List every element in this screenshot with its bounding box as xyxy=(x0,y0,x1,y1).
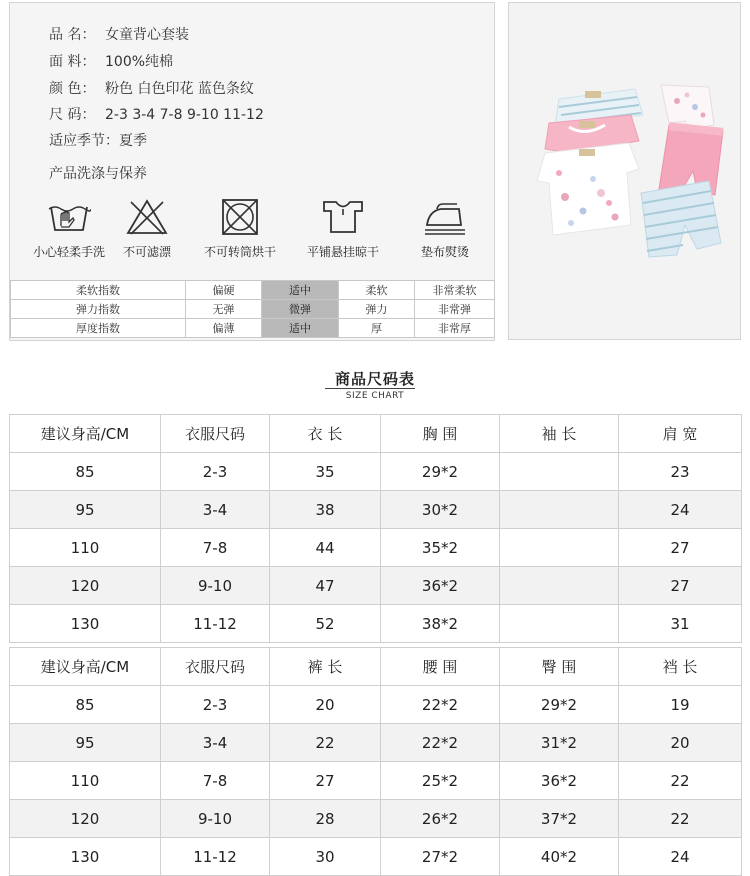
table-cell: 30 xyxy=(270,838,381,876)
table-cell: 7-8 xyxy=(161,529,270,567)
table-cell: 20 xyxy=(619,724,742,762)
table-cell: 52 xyxy=(270,605,381,643)
index-option: 厚 xyxy=(339,319,415,338)
table-cell: 29*2 xyxy=(500,686,619,724)
size-chart-title-underline xyxy=(325,388,415,389)
table-cell: 27 xyxy=(270,762,381,800)
table-cell: 2-3 xyxy=(161,453,270,491)
column-header: 袖 长 xyxy=(500,415,619,453)
table-cell: 19 xyxy=(619,686,742,724)
thickness-index-row xyxy=(11,319,495,338)
table-cell: 9-10 xyxy=(161,567,270,605)
table-cell: 27*2 xyxy=(381,838,500,876)
column-header: 裤 长 xyxy=(270,648,381,686)
hand-wash-icon xyxy=(47,199,91,235)
column-header: 建议身高/CM xyxy=(10,648,161,686)
size-value: 2-3 3-4 7-8 9-10 11-12 xyxy=(105,107,264,123)
dry-flat-icon xyxy=(321,199,365,235)
product-name-line xyxy=(49,24,189,44)
table-cell: 22 xyxy=(619,762,742,800)
table-cell: 7-8 xyxy=(161,762,270,800)
table-cell: 23 xyxy=(619,453,742,491)
table-cell: 20 xyxy=(270,686,381,724)
no-tumble-dry-icon xyxy=(218,199,262,235)
table-cell: 27 xyxy=(619,567,742,605)
table-cell: 30*2 xyxy=(381,491,500,529)
table-cell xyxy=(500,491,619,529)
table-row xyxy=(10,724,742,762)
column-header: 裆 长 xyxy=(619,648,742,686)
index-option: 柔软 xyxy=(339,281,415,300)
column-header: 臀 围 xyxy=(500,648,619,686)
care-item-dry-flat xyxy=(295,199,391,260)
column-header: 建议身高/CM xyxy=(10,415,161,453)
fabric-label: 面 料： xyxy=(49,54,96,70)
table-cell: 25*2 xyxy=(381,762,500,800)
table-cell: 2-3 xyxy=(161,686,270,724)
table-cell xyxy=(500,605,619,643)
season-value: 夏季 xyxy=(119,133,147,149)
care-label-dry-flat: 平铺悬挂晾干 xyxy=(306,245,379,259)
table-cell: 9-10 xyxy=(161,800,270,838)
index-name: 弹力指数 xyxy=(11,300,186,319)
size-chart-title: 商品尺码表 xyxy=(334,370,415,388)
table-cell: 26*2 xyxy=(381,800,500,838)
table-cell: 28 xyxy=(270,800,381,838)
product-photo xyxy=(508,2,741,340)
table-row xyxy=(10,529,742,567)
table-cell: 38 xyxy=(270,491,381,529)
bottom-size-table xyxy=(9,647,742,876)
care-title: 产品洗涤与保养 xyxy=(49,166,147,182)
table-cell: 110 xyxy=(10,762,161,800)
season-label: 适应季节： xyxy=(49,133,119,149)
table-cell: 85 xyxy=(10,453,161,491)
blue-striped-shorts xyxy=(641,181,721,257)
table-cell: 40*2 xyxy=(500,838,619,876)
table-cell xyxy=(500,567,619,605)
table-cell: 95 xyxy=(10,491,161,529)
table-cell: 110 xyxy=(10,529,161,567)
table-cell: 31*2 xyxy=(500,724,619,762)
column-header: 衣 长 xyxy=(270,415,381,453)
bottom-size-table-header xyxy=(10,648,742,686)
table-cell: 130 xyxy=(10,838,161,876)
fabric-index-table xyxy=(10,280,495,338)
table-cell: 27 xyxy=(619,529,742,567)
table-cell: 22 xyxy=(619,800,742,838)
care-item-iron-with-cloth xyxy=(397,199,493,260)
column-header: 胸 围 xyxy=(381,415,500,453)
index-option: 非常弹 xyxy=(415,300,495,319)
table-row xyxy=(10,491,742,529)
table-row xyxy=(10,567,742,605)
table-cell: 3-4 xyxy=(161,491,270,529)
fabric-value: 100%纯棉 xyxy=(105,54,174,70)
table-cell: 22*2 xyxy=(381,724,500,762)
product-photo-illustration xyxy=(509,3,740,339)
index-name: 厚度指数 xyxy=(11,319,186,338)
table-cell: 95 xyxy=(10,724,161,762)
table-cell: 47 xyxy=(270,567,381,605)
index-option: 偏薄 xyxy=(186,319,262,338)
table-row xyxy=(10,605,742,643)
table-cell: 35*2 xyxy=(381,529,500,567)
care-label-no-bleach: 不可滤漂 xyxy=(122,245,171,259)
softness-index-row xyxy=(11,281,495,300)
table-cell: 31 xyxy=(619,605,742,643)
care-item-no-tumble-dry xyxy=(192,199,288,260)
table-cell: 120 xyxy=(10,800,161,838)
index-option-selected: 微弹 xyxy=(262,300,339,319)
fabric-line xyxy=(49,51,173,71)
product-info-panel xyxy=(9,2,495,341)
table-cell xyxy=(500,529,619,567)
table-cell: 22 xyxy=(270,724,381,762)
white-floral-top xyxy=(537,143,639,235)
table-row xyxy=(10,762,742,800)
table-row xyxy=(10,838,742,876)
top-size-table xyxy=(9,414,742,643)
product-name-label: 品 名： xyxy=(49,27,96,43)
column-header: 肩 宽 xyxy=(619,415,742,453)
color-label: 颜 色： xyxy=(49,81,96,97)
table-cell: 130 xyxy=(10,605,161,643)
index-option: 无弹 xyxy=(186,300,262,319)
table-cell: 120 xyxy=(10,567,161,605)
color-line xyxy=(49,78,254,98)
elasticity-index-row xyxy=(11,300,495,319)
column-header: 衣服尺码 xyxy=(161,415,270,453)
season-line xyxy=(49,130,147,150)
index-option-selected: 适中 xyxy=(262,319,339,338)
table-cell: 11-12 xyxy=(161,838,270,876)
care-item-no-bleach xyxy=(99,199,195,260)
table-cell: 35 xyxy=(270,453,381,491)
iron-with-cloth-icon xyxy=(423,199,467,235)
care-label-iron-with-cloth: 垫布熨烫 xyxy=(420,245,469,259)
column-header: 腰 围 xyxy=(381,648,500,686)
index-option: 非常柔软 xyxy=(415,281,495,300)
table-row xyxy=(10,800,742,838)
index-name: 柔软指数 xyxy=(11,281,186,300)
index-option: 弹力 xyxy=(339,300,415,319)
table-cell: 3-4 xyxy=(161,724,270,762)
table-cell: 36*2 xyxy=(381,567,500,605)
index-option-selected: 适中 xyxy=(262,281,339,300)
table-cell: 29*2 xyxy=(381,453,500,491)
size-chart-subtitle: SIZE CHART xyxy=(345,391,405,401)
table-cell: 36*2 xyxy=(500,762,619,800)
product-name-value: 女童背心套装 xyxy=(105,27,189,43)
care-label-no-tumble-dry: 不可转筒烘干 xyxy=(203,245,276,259)
table-row xyxy=(10,453,742,491)
top-size-table-header xyxy=(10,415,742,453)
table-cell: 37*2 xyxy=(500,800,619,838)
size-line xyxy=(49,104,264,124)
table-cell: 11-12 xyxy=(161,605,270,643)
care-label-hand-wash: 小心轻柔手洗 xyxy=(32,245,105,259)
table-cell: 24 xyxy=(619,491,742,529)
table-cell: 44 xyxy=(270,529,381,567)
floral-pants xyxy=(661,85,714,129)
table-row xyxy=(10,686,742,724)
index-option: 非常厚 xyxy=(415,319,495,338)
no-bleach-icon xyxy=(125,199,169,235)
column-header: 衣服尺码 xyxy=(161,648,270,686)
table-cell: 22*2 xyxy=(381,686,500,724)
table-cell xyxy=(500,453,619,491)
table-cell: 85 xyxy=(10,686,161,724)
table-cell: 38*2 xyxy=(381,605,500,643)
color-value: 粉色 白色印花 蓝色条纹 xyxy=(105,81,254,97)
index-option: 偏硬 xyxy=(186,281,262,300)
table-cell: 24 xyxy=(619,838,742,876)
size-label: 尺 码： xyxy=(49,107,96,123)
